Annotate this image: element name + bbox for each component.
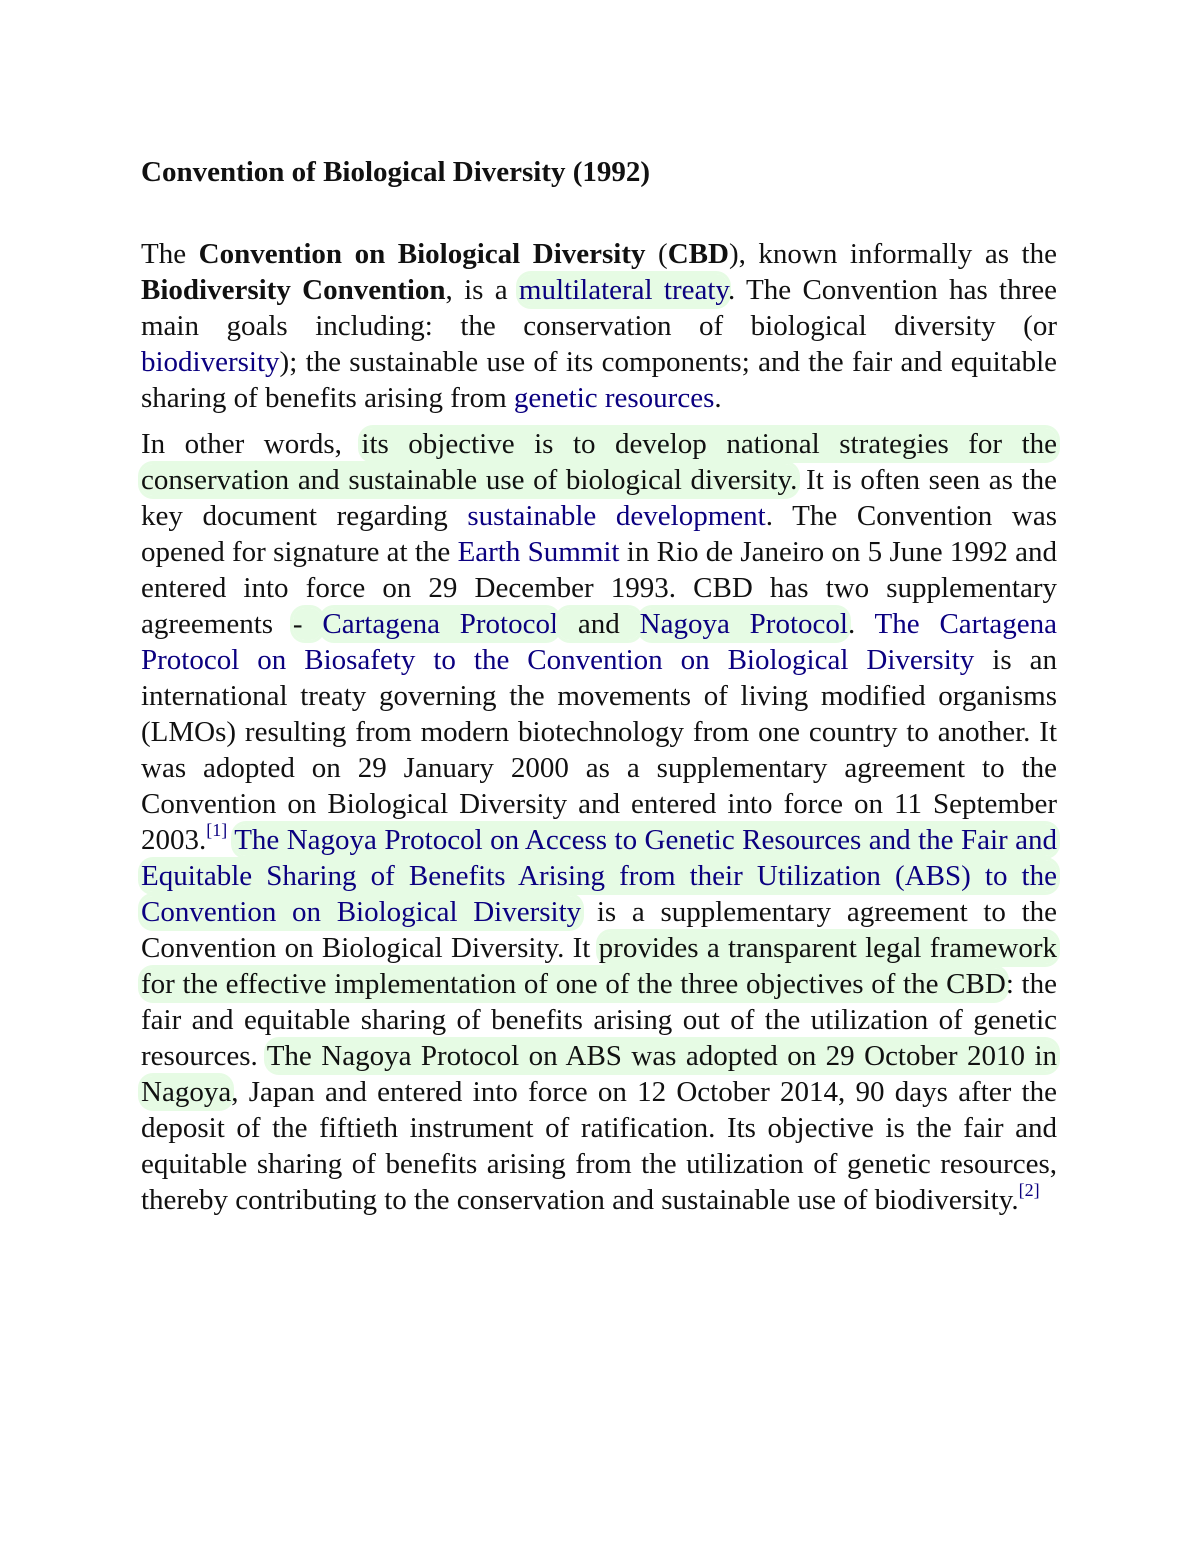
reference-link-2[interactable]: [2] (1018, 1180, 1040, 1200)
link-genetic-resources[interactable]: genetic resources (513, 382, 715, 414)
text-run: in Rio de Janeiro on 5 June 1992 and entered into force on 29 December 1993. CBD has two supplementary agreements (141, 536, 1058, 640)
reference-link-1[interactable]: [1] (206, 820, 228, 840)
highlight-legal-framework: provides a transparent legal framework for the effective implementation of one of the three objectives of the CBD (141, 932, 1057, 1000)
text-run: ); the sustainable use of its components; and the fair and equitable sharing of benefits arising from (141, 346, 1057, 414)
paragraph-1 (141, 236, 1057, 416)
link-sustainable-development[interactable]: sustainable development (467, 500, 766, 532)
paragraph-2 (141, 426, 1057, 1218)
link-cartagena-protocol[interactable]: Cartagena Protocol (322, 608, 559, 640)
text-run: , is a (445, 274, 519, 306)
text-run: In other words, (141, 428, 362, 460)
link-nagoya-protocol-abs[interactable]: The Nagoya Protocol on Access to Genetic Resources and the Fair and Equitable Sharing of Benefits Arising from their Utilization (ABS) to the Convention on Biological Diversity (141, 824, 1058, 928)
highlight-and: and (558, 608, 640, 640)
text-run: , Japan and entered into force on 12 October 2014, 90 days after the deposit of the fiftieth instrument of ratification. Its objective is the fair and equitable sharing of benefits arising from the utilization of genetic resources, thereby contributing to the conservation and sustainable use of biodiversity. (141, 1076, 1057, 1216)
link-nagoya-protocol[interactable]: Nagoya Protocol (639, 608, 848, 640)
text-run: . The Convention was opened for signature at the (141, 500, 1057, 568)
text-run: is a supplementary agreement to the Convention on Biological Diversity. It (141, 896, 1057, 964)
text-run: The (141, 238, 199, 270)
bold-term-biodiversity-convention: Biodiversity Convention (141, 274, 446, 306)
highlight-nagoya-adoption: The Nagoya Protocol on ABS was adopted on 29 October 2010 in Nagoya (141, 1040, 1058, 1108)
text-run: It is often seen as the key document regarding (141, 464, 1057, 532)
text-run: : the fair and equitable sharing of benefits arising out of the utilization of genetic resources. (141, 968, 1057, 1072)
text-run: ( (645, 238, 668, 270)
link-earth-summit[interactable]: Earth Summit (457, 536, 620, 568)
document-title: Convention of Biological Diversity (1992) (141, 156, 651, 188)
document-body (141, 152, 1057, 1224)
highlight-objective: its objective is to develop national strategies for the conservation and sustainable use of biological diversity. (141, 428, 1057, 496)
text-run: . (847, 608, 875, 640)
text-run: is an international treaty governing the movements of living modified organisms (LMOs) resulting from modern biotechnology from one country to another. It was adopted on 29 January 2000 as a supplementary agreement to the Convention on Biological Diversity and entered into force on 11 September 2003. (141, 644, 1057, 856)
text-run: . (714, 382, 722, 414)
link-cartagena-protocol-biosafety[interactable]: The Cartagena Protocol on Biosafety to the Convention on Biological Diversity (141, 608, 1057, 676)
bold-term-cbd: CBD (667, 238, 729, 270)
highlight-dash: - (292, 608, 323, 640)
link-biodiversity[interactable]: biodiversity (141, 346, 280, 378)
link-multilateral-treaty[interactable]: multilateral treaty (518, 274, 729, 306)
text-run: . The Convention has three main goals including: the conservation of biological diversity (or (141, 274, 1057, 342)
text-run: ), known informally as the (728, 238, 1057, 270)
bold-term-cbd-name: Convention on Biological Diversity (198, 238, 646, 270)
